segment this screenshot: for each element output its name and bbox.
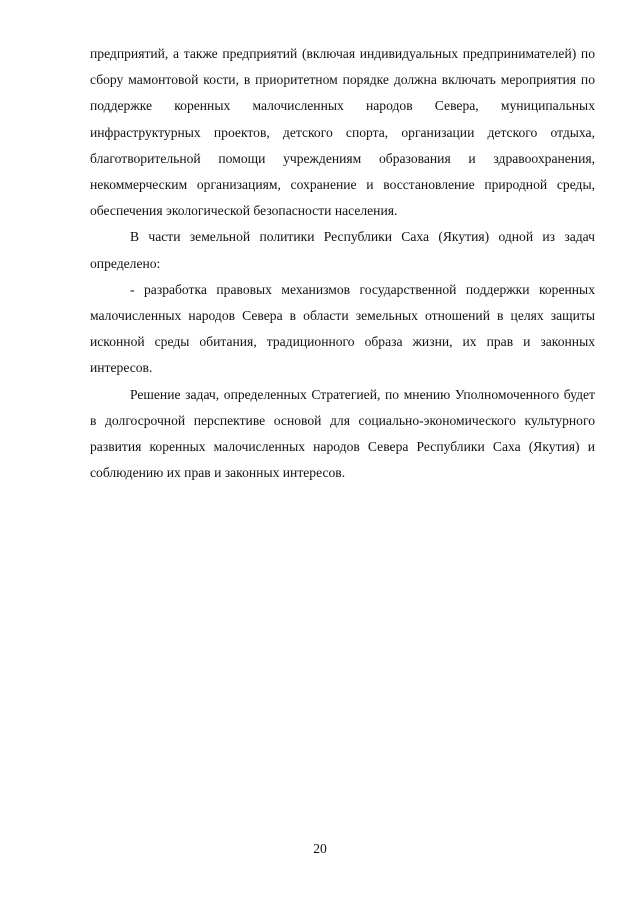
- paragraph-conclusion: Решение задач, определенных Стратегией, по мнению Уполномоченного будет в долгосрочной перспективе основой для социально-экономического культурного развития коренных малочисленных народов Севера Республики Саха (Якутия) и соблюдению их прав и законных интересов.: [90, 386, 595, 481]
- paragraph-continuation: предприятий, а также предприятий (включая индивидуальных предпринимателей) по сбору мамонтовой кости, в приоритетном порядке должна включать мероприятия по поддержке коренных малочисленных народов Севера, муниципальных инфраструктурных проектов, детского спорта, организации детского отдыха, благотворительной помощи учреждениям образования и здравоохранения, некоммерческим организациям, сохранение и восстановление природной среды, обеспечения экологической безопасности населения.: [90, 46, 595, 219]
- page-number: 20: [313, 841, 327, 856]
- paragraph-list-item: - разработка правовых механизмов государственной поддержки коренных малочисленных народов Севера в области земельных отношений в целях защиты исконной среды обитания, традиционного образа жизни, их прав и законных интересов.: [90, 281, 595, 376]
- page-body: [90, 41, 595, 486]
- paragraph-land-policy: В части земельной политики Республики Саха (Якутия) одной из задач определено:: [90, 229, 595, 271]
